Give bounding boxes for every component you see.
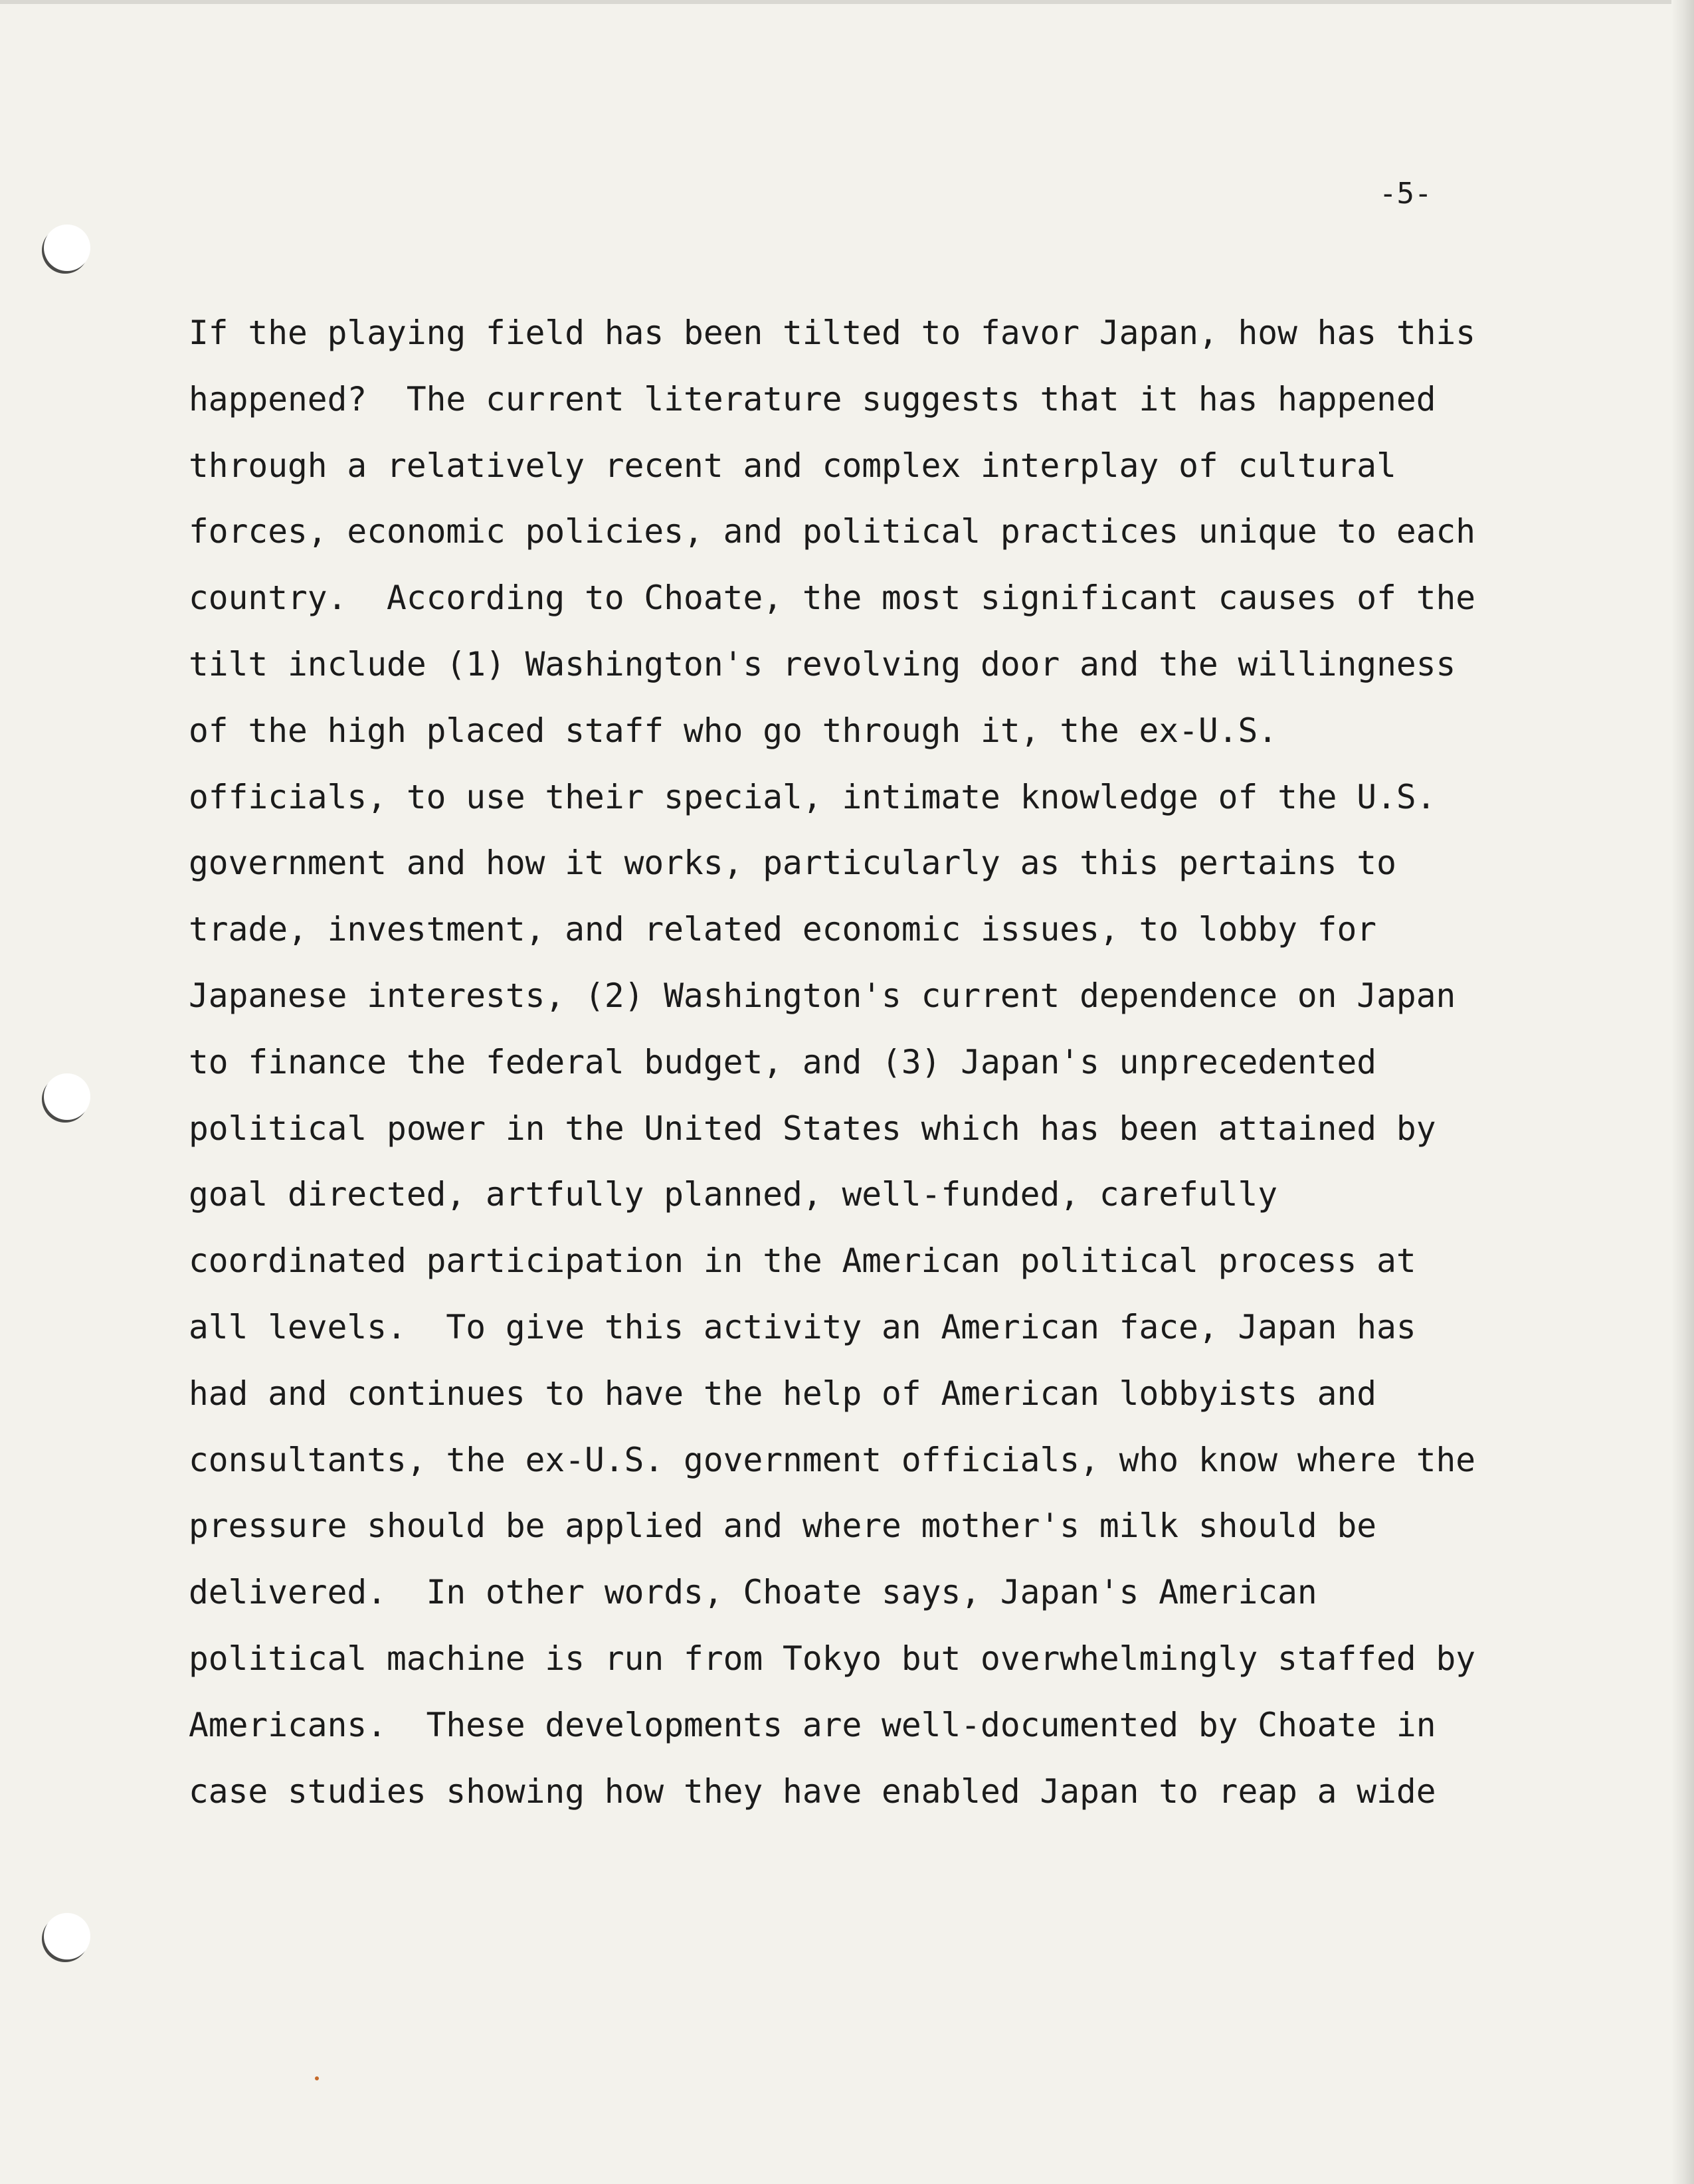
text-line: to finance the federal budget, and (3) Japan's unprecedented <box>189 1042 1377 1081</box>
punch-hole-bottom <box>44 1913 90 1959</box>
text-line: government and how it works, particularly as this pertains to <box>189 844 1396 883</box>
text-line: case studies showing how they have enabled Japan to reap a wide <box>189 1772 1436 1811</box>
text-line: happened? The current literature suggests that it has happened <box>189 379 1436 418</box>
text-line: Americans. These developments are well-documented by Choate in <box>189 1705 1436 1744</box>
text-line: forces, economic policies, and political practices unique to each <box>189 512 1476 551</box>
text-line: had and continues to have the help of American lobbyists and <box>189 1374 1377 1413</box>
text-line: Japanese interests, (2) Washington's current dependence on Japan <box>189 976 1456 1015</box>
paper-top-edge <box>0 0 1694 4</box>
punch-hole-middle <box>44 1073 90 1120</box>
text-line: political power in the United States which has been attained by <box>189 1109 1436 1148</box>
text-line: pressure should be applied and where mother's milk should be <box>189 1506 1377 1546</box>
text-line: country. According to Choate, the most significant causes of the <box>189 579 1476 618</box>
punch-hole-top <box>44 225 90 271</box>
text-line: If the playing field has been tilted to favor Japan, how has this <box>189 314 1476 352</box>
text-line: delivered. In other words, Choate says, Japan's American <box>189 1573 1317 1612</box>
text-line: tilt include (1) Washington's revolving door and the willingness <box>189 644 1456 683</box>
text-line: through a relatively recent and complex interplay of cultural <box>189 446 1396 485</box>
body-paragraph <box>189 300 1517 1825</box>
text-line: all levels. To give this activity an American face, Japan has <box>189 1307 1416 1346</box>
text-line: coordinated participation in the American political process at <box>189 1241 1416 1281</box>
text-line: of the high placed staff who go through it, the ex-U.S. <box>189 711 1278 750</box>
paper-right-edge <box>1671 0 1694 2184</box>
text-line: goal directed, artfully planned, well-funded, carefully <box>189 1175 1278 1214</box>
text-line: political machine is run from Tokyo but overwhelmingly staffed by <box>189 1639 1476 1678</box>
text-line: consultants, the ex-U.S. government officials, who know where the <box>189 1440 1476 1479</box>
page-number: -5- <box>1379 177 1432 211</box>
paper-speck <box>315 2076 319 2080</box>
text-line: officials, to use their special, intimate knowledge of the U.S. <box>189 777 1436 816</box>
text-line: trade, investment, and related economic issues, to lobby for <box>189 910 1377 949</box>
